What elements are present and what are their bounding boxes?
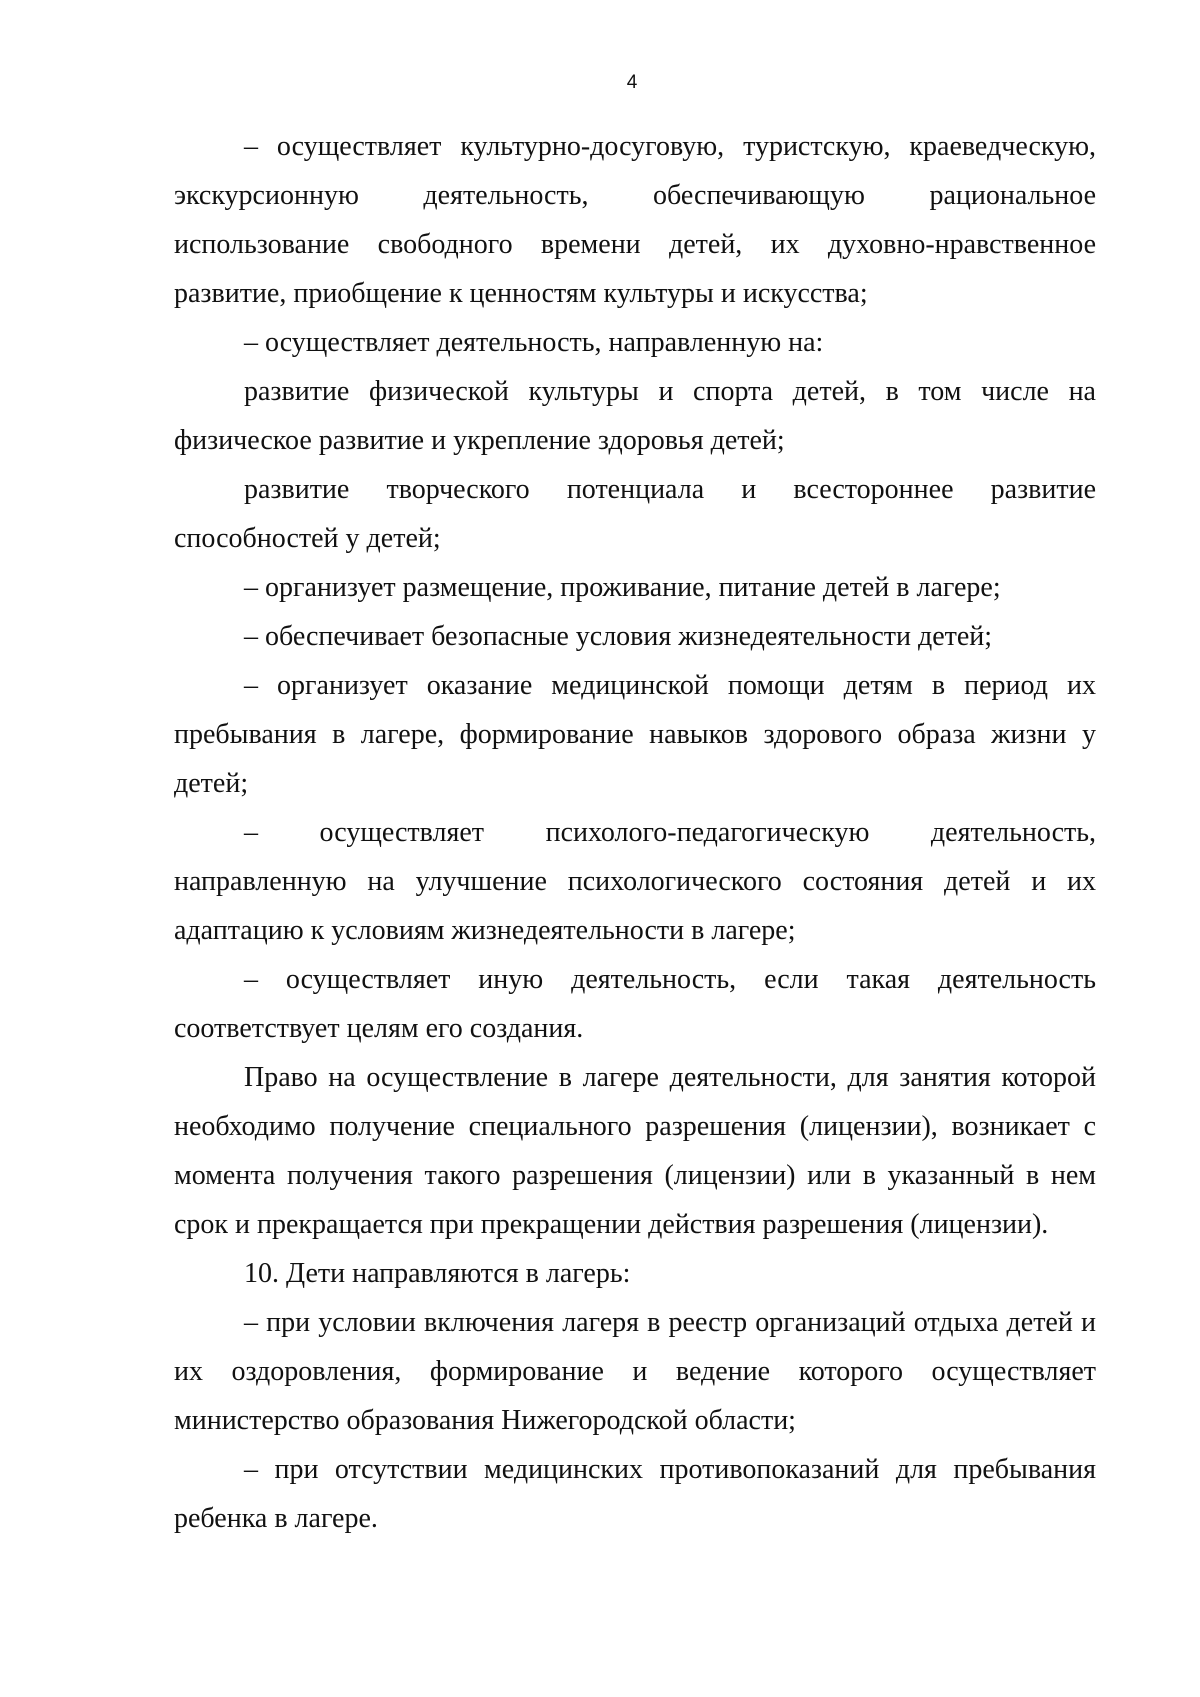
paragraph-activity-directed: – осуществляет деятельность, направленную на:	[244, 327, 824, 358]
document-body	[174, 122, 1096, 1543]
paragraph-section-10: 10. Дети направляются в лагерь:	[244, 1258, 631, 1289]
paragraph-creative-potential: развитие творческого потенциала и всестороннее развитие способностей у детей;	[174, 474, 1096, 554]
paragraph-license-right: Право на осуществление в лагере деятельности, для занятия которой необходимо получение специального разрешения (лицензии), возникает с момента получения такого разрешения (лицензии) или в указанный в нем срок и прекращается при прекращении действия разрешения (лицензии).	[174, 1062, 1096, 1240]
paragraph-accommodation: – организует размещение, проживание, питание детей в лагере;	[244, 572, 1001, 603]
page-number: 4	[626, 72, 638, 93]
paragraph-activity-leisure: – осуществляет культурно-досуговую, туристскую, краеведческую, экскурсионную деятельность, обеспечивающую рациональное использование свободного времени детей, их духовно-нравственное развитие, приобщение к ценностям культуры и искусства;	[174, 131, 1096, 309]
paragraph-safety: – обеспечивает безопасные условия жизнедеятельности детей;	[244, 621, 993, 652]
paragraph-psychological: – осуществляет психолого-педагогическую деятельность, направленную на улучшение психологического состояния детей и их адаптацию к условиям жизнедеятельности в лагере;	[174, 817, 1096, 946]
paragraph-medical-care: – организует оказание медицинской помощи детям в период их пребывания в лагере, формирование навыков здорового образа жизни у детей;	[174, 670, 1096, 799]
paragraph-registry-condition: – при условии включения лагеря в реестр организаций отдыха детей и их оздоровления, формирование и ведение которого осуществляет министерство образования Нижегородской области;	[174, 1307, 1096, 1436]
paragraph-other-activity: – осуществляет иную деятельность, если такая деятельность соответствует целям его создания.	[174, 964, 1096, 1044]
paragraph-physical-culture: развитие физической культуры и спорта детей, в том числе на физическое развитие и укрепление здоровья детей;	[174, 376, 1096, 456]
paragraph-medical-contraindications: – при отсутствии медицинских противопоказаний для пребывания ребенка в лагере.	[174, 1454, 1096, 1534]
